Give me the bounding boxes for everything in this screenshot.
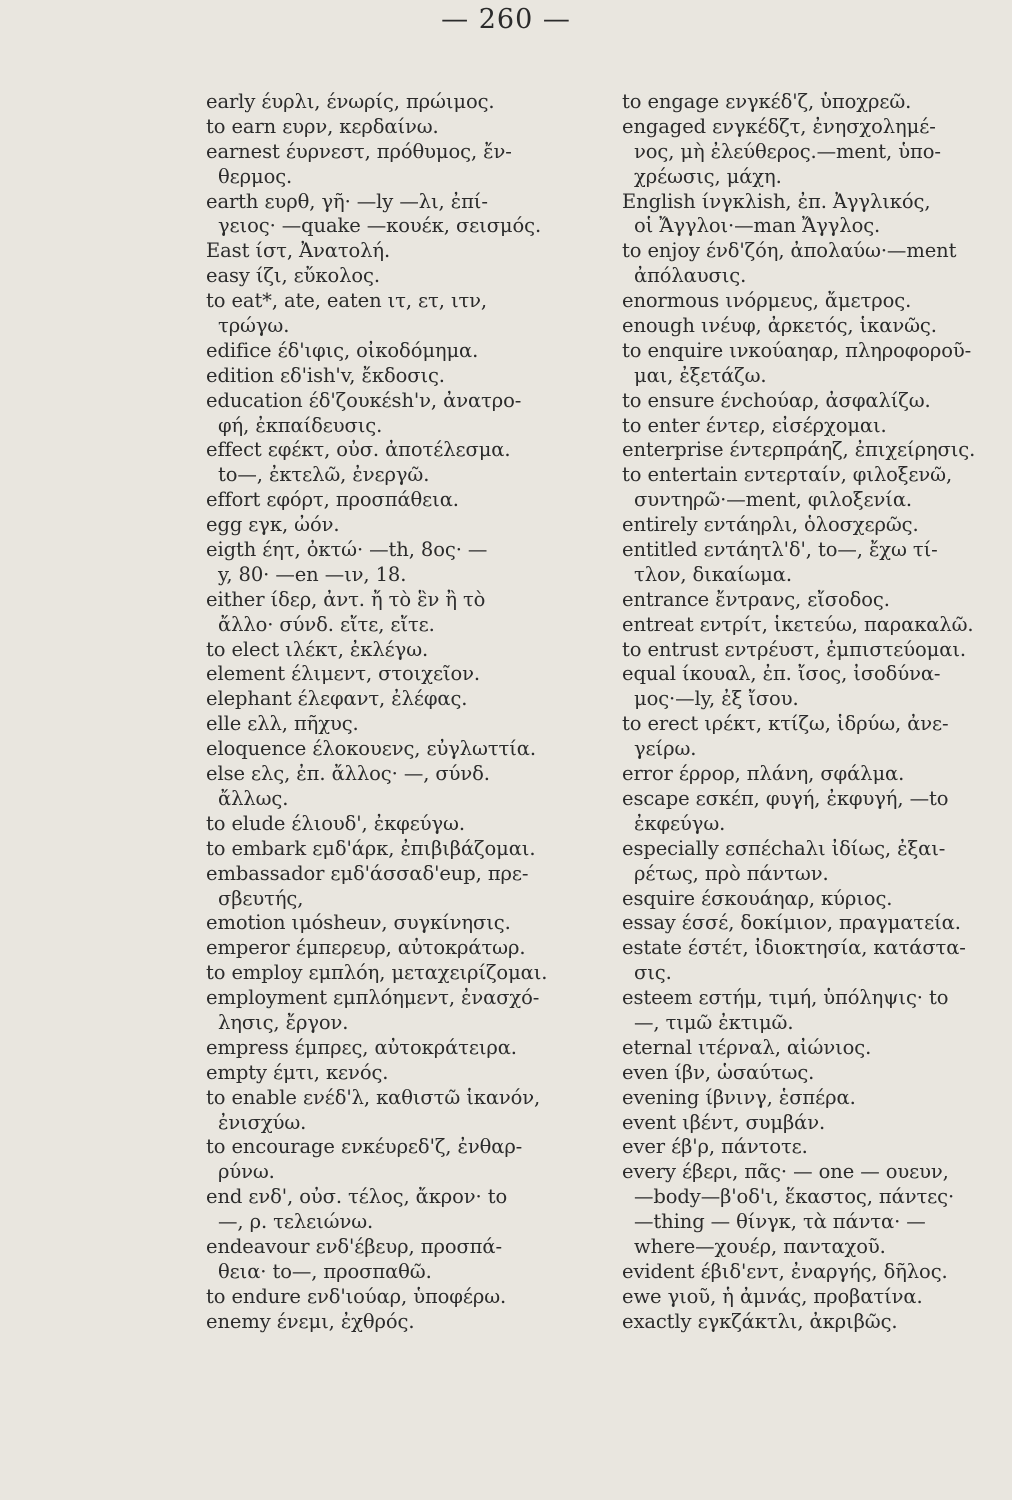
entry-line: σις.	[634, 961, 672, 985]
entry-line: entrance ἔντρανς, εἴσοδος.	[622, 587, 890, 611]
entry-line: ἐνισχύω.	[218, 1110, 307, 1134]
entry-line: entreat εντρίτ, ἱκετεύω, παρακαλῶ.	[622, 612, 974, 636]
entry-line: end ενδ', οὐσ. τέλος, ἄκρον· to	[206, 1185, 508, 1209]
entry-line: exactly εγκζάκτλι, ἀκριβῶς.	[622, 1309, 898, 1333]
entry-line: ρέτως, πρὸ πάντων.	[634, 861, 829, 885]
entry-line: esquire έσκουάηαρ, κύριος.	[622, 886, 893, 910]
entry-line: τρώγω.	[218, 314, 290, 338]
entry-line: equal ίκουαλ, ἐπ. ἴσος, ἰσοδύνα-	[622, 662, 941, 686]
entry-line: to enter έντερ, εἰσέρχομαι.	[622, 413, 887, 437]
entry-line: East ίστ, Ἀνατολή.	[206, 239, 391, 263]
entry-line: to—, ἐκτελῶ, ἐνεργῶ.	[218, 463, 430, 487]
entry-line: where—χουέρ, πανταχοῦ.	[634, 1234, 886, 1258]
page-number: — 260 —	[441, 4, 571, 35]
entry-line: English ίνγκλish, ἐπ. Ἀγγλικός,	[622, 189, 931, 213]
entry-line: elle ελλ, πῆχυς.	[206, 712, 359, 736]
entry-line: escape εσκέπ, φυγή, ἐκφυγή, —to	[622, 786, 949, 810]
entry-line: essay έσσέ, δοκίμιον, πραγματεία.	[622, 911, 961, 935]
entry-line: οἱ Ἄγγλοι·—man Ἄγγλος.	[634, 214, 881, 238]
entry-line: to encourage ενκέυρεδ'ζ, ἐνθαρ-	[206, 1135, 523, 1159]
entry-line: to elect ιλέκτ, ἐκλέγω.	[206, 637, 429, 661]
entry-line: engaged ενγκέδζτ, ἐνησχολημέ-	[622, 114, 936, 138]
entry-line: y, 80· —en —ιν, 18.	[218, 562, 407, 586]
entry-line: earth ευρθ, γῆ· —ly —λι, ἐπί-	[206, 189, 488, 213]
entry-line: especially εσπέchaλι ἰδίως, ἐξαι-	[622, 836, 946, 860]
entry-line: to engage ενγκέδ'ζ, ὑποχρεῶ.	[622, 90, 912, 113]
entry-line: eternal ιτέρναλ, αἰώνιος.	[622, 1035, 872, 1059]
entry-line: else ελς, ἐπ. ἄλλος· —, σύνδ.	[206, 762, 490, 786]
entry-line: enormous ινόρμευς, ἄμετρος.	[622, 289, 912, 313]
entry-line: eigth έητ, ὀκτώ· —th, 8ος· —	[206, 538, 488, 562]
entry-line: λησις, ἔργον.	[218, 1010, 349, 1034]
entry-line: ρύνω.	[218, 1160, 275, 1184]
entry-line: empty έμτι, κενός.	[206, 1060, 389, 1084]
entry-line: entitled εντάητλ'δ', to—, ἔχω τί-	[622, 538, 938, 562]
entry-line: —body—β'οδ'ι, ἕκαστος, πάντες·	[634, 1185, 955, 1209]
entry-line: to eat*, ate, eaten ιτ, ετ, ιτν,	[206, 289, 488, 313]
entry-line: συντηρῶ·—ment, φιλοξενία.	[634, 488, 912, 512]
entry-line: χρέωσις, μάχη.	[634, 164, 782, 188]
entry-line: elephant έλεφαντ, ἐλέφας.	[206, 687, 468, 711]
entry-line: eloquence έλοκουενς, εὐγλωττία.	[206, 737, 536, 761]
entry-line: embassador εμδ'άσσαδ'eup, πρε-	[206, 861, 529, 885]
entry-line: to enquire ινκούαηαρ, πληροφοροῦ-	[622, 338, 972, 362]
entry-line: ἀπόλαυσις.	[634, 264, 747, 288]
entry-line: endeavour ενδ'έβευρ, προσπά-	[206, 1234, 502, 1258]
entry-line: to erect ιρέκτ, κτίζω, ἱδρύω, ἀνε-	[622, 712, 949, 736]
entry-line: to entertain εντερταίν, φιλοξενῶ,	[622, 463, 953, 487]
entry-line: to enable ενέδ'λ, καθιστῶ ἱκανόν,	[206, 1085, 541, 1109]
entry-line: edition εδ'ish'v, ἔκδοσις.	[206, 363, 445, 387]
entry-line: estate έστέτ, ἰδιοκτησία, κατάστα-	[622, 936, 966, 960]
entry-line: γειος· —quake —κουέκ, σεισμός.	[218, 214, 542, 238]
entry-line: effect εφέκτ, οὐσ. ἀποτέλεσμα.	[206, 438, 511, 462]
entry-line: ewe γιοῦ, ἡ ἀμνάς, προβατίνα.	[622, 1284, 923, 1308]
entry-line: event ιβέντ, συμβάν.	[622, 1110, 826, 1134]
entry-line: enemy ένεμι, ἐχθρός.	[206, 1309, 415, 1333]
entry-line: even ίβν, ὡσαύτως.	[622, 1060, 815, 1084]
entry-line: ever έβ'ρ, πάντοτε.	[622, 1135, 808, 1159]
entry-line: emperor έμπερευρ, αὐτοκράτωρ.	[206, 936, 526, 960]
entry-line: to earn ευρν, κερδαίνω.	[206, 114, 439, 138]
entry-line: evening ίβνινγ, ἑσπέρα.	[622, 1085, 856, 1109]
entry-line: —, τιμῶ ἐκτιμῶ.	[634, 1010, 794, 1034]
entry-line: employment εμπλόημεντ, ἐνασχό-	[206, 986, 540, 1010]
entry-line: to enjoy ένδ'ζόη, ἀπολαύω·—ment	[622, 239, 957, 263]
entry-line: νος, μὴ ἐλεύθερος.—ment, ὑπο-	[634, 139, 941, 163]
entry-line: —thing — θίνγκ, τὰ πάντα· —	[634, 1210, 926, 1234]
entry-line: μος·—ly, ἐξ ἴσου.	[634, 687, 799, 711]
entry-line: either ίδερ, ἀντ. ἤ τὸ ἓν ἢ τὸ	[206, 587, 486, 611]
entry-line: error έρρορ, πλάνη, σφάλμα.	[622, 762, 905, 786]
entry-line: γείρω.	[634, 737, 697, 761]
entry-line: easy ίζι, εὔκολος.	[206, 264, 380, 288]
entry-line: ἐκφεύγω.	[634, 811, 726, 835]
entry-line: egg εγκ, ὠόν.	[206, 513, 340, 537]
entry-line: ἄλλο· σύνδ. εἴτε, εἴτε.	[218, 612, 435, 636]
entry-line: to employ εμπλόη, μεταχειρίζομαι.	[206, 961, 548, 985]
entry-line: μαι, ἐξετάζω.	[634, 363, 767, 387]
entry-line: ἄλλως.	[218, 786, 289, 810]
entry-line: to ensure ένchoύαρ, ἀσφαλίζω.	[622, 388, 931, 412]
entry-line: early έυρλι, ένωρίς, πρώιμος.	[206, 90, 495, 113]
entry-line: education έδ'ζουκέsh'ν, ἀνατρο-	[206, 388, 522, 412]
entry-line: edifice έδ'ιφις, οἰκοδόμημα.	[206, 338, 479, 362]
entry-line: esteem εστήμ, τιμή, ὑπόληψις· to	[622, 986, 949, 1010]
entry-line: every έβερι, πᾶς· — one — ουευν,	[622, 1160, 949, 1184]
entry-line: empress έμπρες, αὐτοκράτειρα.	[206, 1035, 517, 1059]
entry-line: —, ρ. τελειώνω.	[218, 1210, 374, 1234]
entry-line: entirely εντάηρλι, ὁλοσχερῶς.	[622, 513, 919, 537]
entry-line: enterprise έντερπράηζ, ἐπιχείρησις.	[622, 438, 976, 462]
entry-line: to entrust εντρέυστ, ἐμπιστεύομαι.	[622, 637, 966, 661]
entry-line: evident έβιδ'εντ, ἐναργής, δῆλος.	[622, 1259, 948, 1283]
entry-line: enough ινέυφ, ἀρκετός, ἱκανῶς.	[622, 314, 937, 338]
entry-line: earnest έυρνεστ, πρόθυμος, ἔν-	[206, 139, 512, 163]
entry-line: to embark εμδ'άρκ, ἐπιβιβάζομαι.	[206, 836, 536, 860]
entry-line: φή, ἐκπαίδευσις.	[218, 413, 383, 437]
entry-line: θεια· to—, προσπαθῶ.	[218, 1259, 432, 1283]
entry-line: effort εφόρτ, προσπάθεια.	[206, 488, 459, 512]
entry-line: θερμος.	[218, 164, 293, 188]
entry-line: τλον, δικαίωμα.	[634, 562, 792, 586]
entry-line: emotion ιμόsheuν, συγκίνησις.	[206, 911, 511, 935]
right-column	[622, 90, 992, 1335]
entry-line: σβευτής,	[218, 886, 304, 910]
entry-line: element έλιμεντ, στοιχεῖον.	[206, 662, 481, 686]
left-column	[206, 90, 586, 1335]
entry-line: to elude έλιουδ', ἐκφεύγω.	[206, 811, 465, 835]
entry-line: to endure ενδ'ιούαρ, ὑποφέρω.	[206, 1284, 507, 1308]
